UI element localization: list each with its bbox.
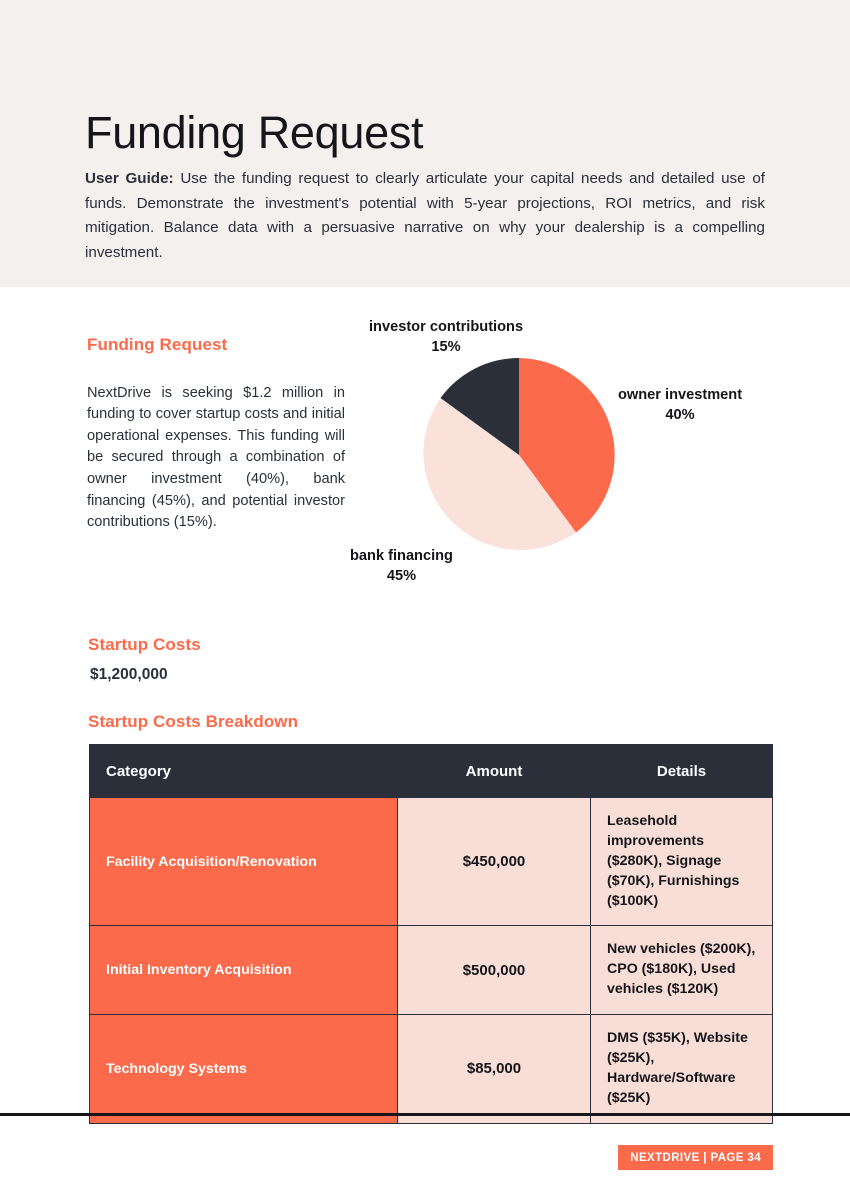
column-header-amount: Amount	[398, 745, 591, 798]
column-header-details: Details	[591, 745, 773, 798]
pie-label-owner-value: 40%	[665, 406, 695, 423]
cell-amount: $500,000	[398, 926, 591, 1015]
table-header-row	[90, 745, 773, 798]
footer-divider	[0, 1113, 850, 1116]
startup-costs-total: $1,200,000	[90, 666, 168, 683]
cell-details: New vehicles ($200K), CPO ($180K), Used vehicles ($120K)	[591, 926, 773, 1015]
cell-amount: $85,000	[398, 1015, 591, 1124]
table-header	[90, 745, 773, 798]
table-row	[90, 926, 773, 1015]
cell-details: Leasehold improvements ($280K), Signage ($70K), Furnishings ($100K)	[591, 798, 773, 926]
page-title: Funding Request	[85, 107, 424, 159]
pie-label-investor-name: investor contributions	[369, 319, 524, 335]
user-guide-label: User Guide:	[85, 170, 174, 188]
pie-label-investor-value: 15%	[431, 338, 461, 355]
pie-label-bank-financing	[350, 547, 453, 586]
pie-label-investor-contributions	[369, 318, 523, 357]
cell-amount: $450,000	[398, 798, 591, 926]
pie-label-bank-name: bank financing	[350, 548, 453, 564]
pie-label-owner-investment	[618, 386, 742, 425]
column-header-category: Category	[90, 745, 398, 798]
pie-label-owner-name: owner investment	[618, 387, 743, 403]
cell-category: Initial Inventory Acquisition	[90, 926, 398, 1015]
funding-request-heading: Funding Request	[87, 335, 228, 354]
page-badge: NEXTDRIVE | PAGE 34	[618, 1145, 773, 1170]
cell-category: Facility Acquisition/Renovation	[90, 798, 398, 926]
cell-details: DMS ($35K), Website ($25K), Hardware/Software ($25K)	[591, 1015, 773, 1124]
pie-label-bank-value: 45%	[386, 567, 417, 584]
startup-costs-heading: Startup Costs	[88, 635, 201, 654]
table-row	[90, 1015, 773, 1124]
user-guide-body: Use the funding request to clearly articulate your capital needs and detailed use of funds. Demonstrate the investment's potential with 5-year projections, ROI metrics, and risk mitigation. Balance data with a persuasive narrative on why your dealership is a compelling investment.	[85, 170, 765, 262]
user-guide-text	[85, 167, 765, 266]
cell-category: Technology Systems	[90, 1015, 398, 1124]
table-row	[90, 798, 773, 926]
funding-request-body: NextDrive is seeking $1.2 million in funding to cover startup costs and initial operational expenses. This funding will be secured through a combination of owner investment (40%), bank financing (45%), and potential investor contributions (15%).	[87, 384, 345, 531]
table-body	[90, 798, 773, 1124]
startup-costs-breakdown-heading: Startup Costs Breakdown	[88, 712, 299, 731]
startup-costs-table	[89, 744, 773, 1124]
funding-pie-chart	[340, 310, 790, 600]
